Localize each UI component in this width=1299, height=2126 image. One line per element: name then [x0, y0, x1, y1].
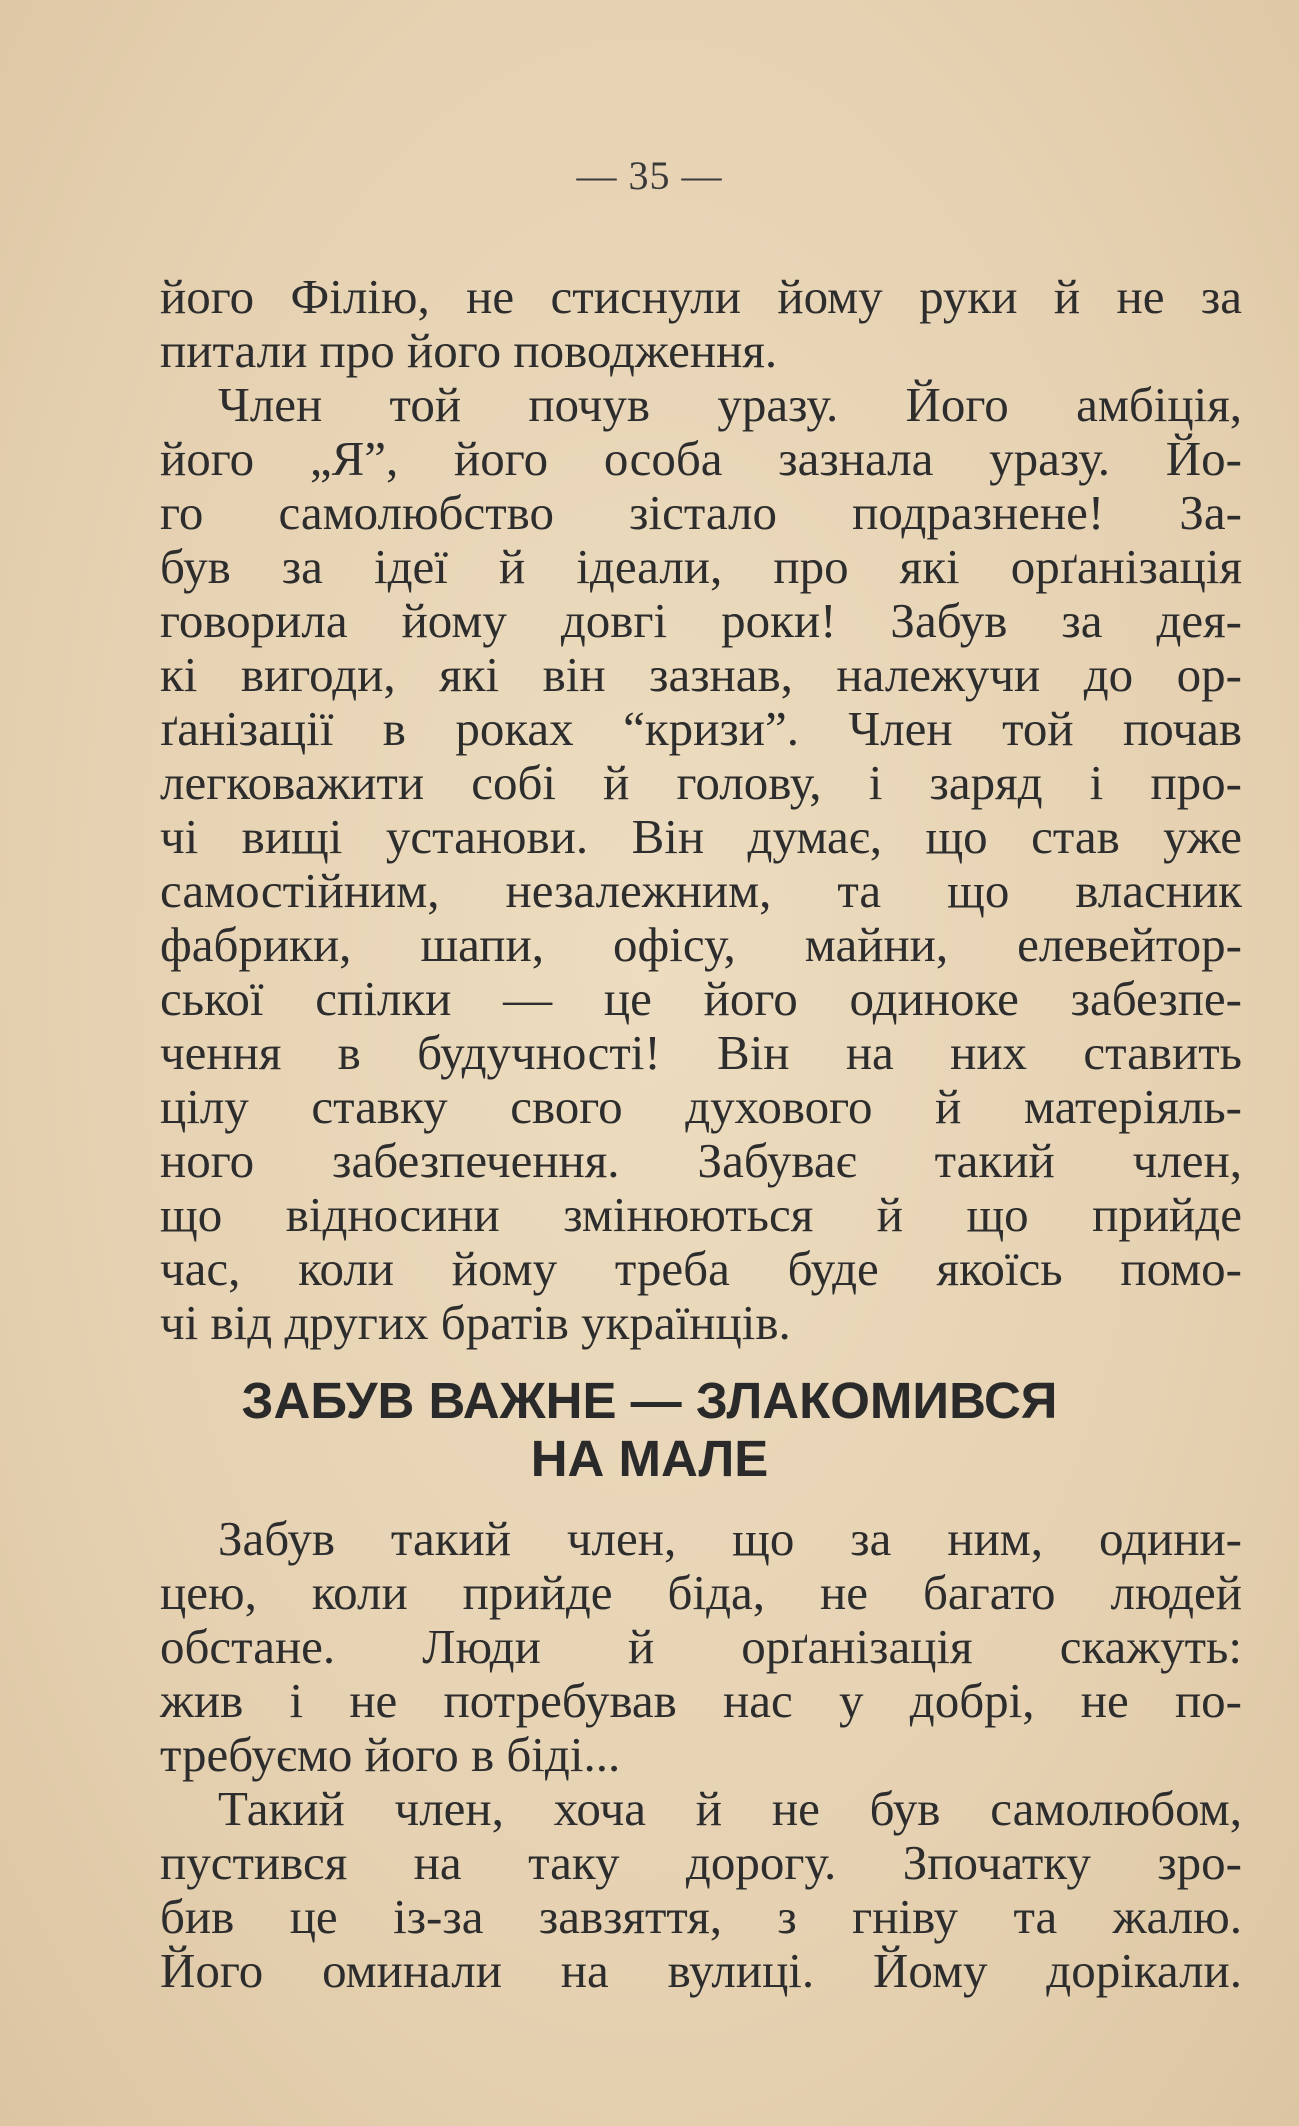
text-line: Такий член, хоча й не був самолюбом, [218, 1781, 1242, 1836]
text-line: жив і не потребував нас у добрі, не по- [160, 1673, 1242, 1728]
page-number: — 35 — [576, 153, 723, 198]
text-line: чі вищі установи. Він думає, що став уже [160, 809, 1242, 864]
text-line: час, коли йому треба буде якоїсь помо- [160, 1241, 1242, 1296]
text-line: Забув такий член, що за ним, одини- [218, 1511, 1242, 1566]
body-text-bottom [160, 1512, 1242, 1998]
text-line: Член той почув уразу. Його амбіція, [218, 377, 1242, 432]
text-line: пустився на таку дорогу. Зпочатку зро- [160, 1835, 1242, 1890]
text-line: чі від других братів українців. [160, 1295, 791, 1350]
text-line: самостійним, незалежним, та що власник [160, 863, 1242, 918]
text-line: Його оминали на вулиці. Йому дорікали. [160, 1943, 1242, 1998]
body-text-top [160, 270, 1242, 1350]
text-line: його „Я”, його особа зазнала уразу. Йо- [160, 431, 1242, 486]
text-line: чення в будучності! Він на них ставить [160, 1025, 1242, 1080]
text-line: обстане. Люди й орґанізація скажуть: [160, 1619, 1242, 1674]
text-line: кі вигоди, які він зазнав, належучи до ор- [160, 647, 1242, 702]
text-line: питали про його поводження. [160, 323, 778, 378]
text-line: фабрики, шапи, офісу, майни, елевейтор- [160, 917, 1242, 972]
section-heading-line-1: ЗАБУВ ВАЖНЕ — ЗЛАКОМИВСЯ [241, 1372, 1058, 1429]
text-line: ного забезпечення. Забуває такий член, [160, 1133, 1242, 1188]
text-line: требуємо його в біді... [160, 1727, 621, 1782]
text-line: бив це із-за завзяття, з гніву та жалю. [160, 1889, 1242, 1944]
text-line: цею, коли прийде біда, не багато людей [160, 1565, 1242, 1620]
text-line: говорила йому довгі роки! Забув за дея- [160, 593, 1242, 648]
section-heading-line-2: НА МАЛЕ [530, 1430, 769, 1487]
text-line: ської спілки — це його одиноке забезпе- [160, 971, 1242, 1026]
text-line: цілу ставку свого духового й матеріяль- [160, 1079, 1242, 1134]
text-line: ґанізації в роках “кризи”. Член той почав [160, 701, 1242, 756]
text-line: що відносини змінюються й що прийде [160, 1187, 1242, 1242]
text-line: був за ідеї й ідеали, про які орґанізація [160, 539, 1242, 594]
text-line: го самолюбство зістало подразнене! За- [160, 485, 1242, 540]
text-line: легковажити собі й голову, і заряд і про- [160, 755, 1242, 810]
text-line: його Філію, не стиснули йому руки й не за [160, 269, 1242, 324]
